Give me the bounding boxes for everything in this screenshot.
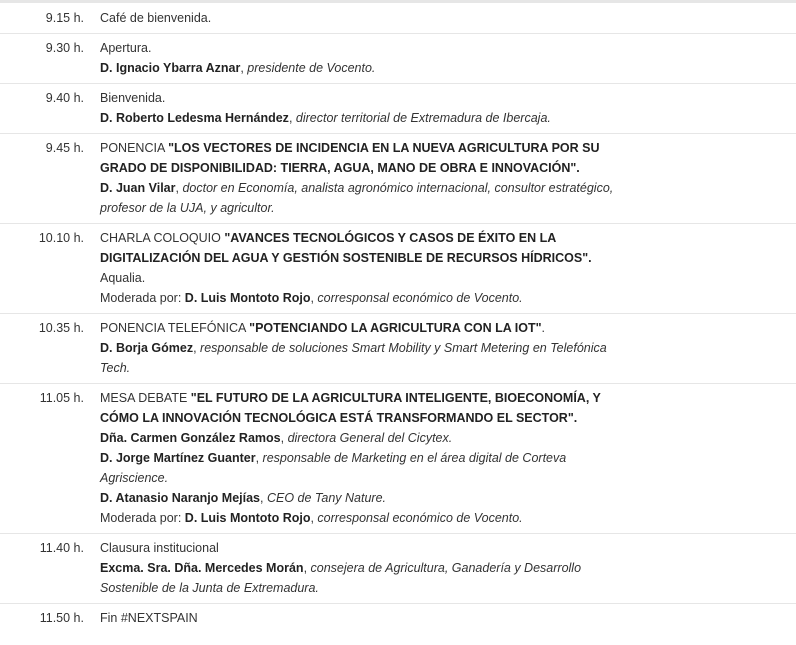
speaker-name: D. Jorge Martínez Guanter [100, 451, 256, 465]
agenda-item [0, 138, 796, 224]
agenda-content [100, 228, 682, 308]
agenda-list [0, 8, 796, 637]
talk-title-line [100, 228, 682, 248]
speaker-role: Sostenible de la Junta de Extremadura. [100, 581, 319, 595]
agenda-title: Café de bienvenida. [100, 11, 212, 25]
moderator-prefix: Moderada por: [100, 511, 182, 525]
agenda-time: 10.35 h. [38, 321, 84, 335]
agenda-content [100, 138, 682, 218]
agenda-time: 9.15 h. [45, 11, 84, 25]
agenda-title: Bienvenida. [100, 91, 166, 105]
speaker-role: CEO de Tany Nature. [266, 491, 386, 505]
moderator: Moderada por: D. Luis Montoto Rojo, corresponsal económico de Vocento. [100, 511, 523, 525]
moderator-role: corresponsal económico de Vocento. [317, 291, 523, 305]
agenda-time: 10.10 h. [38, 231, 84, 245]
talk-title-line [100, 138, 682, 158]
speaker-role-continued [100, 468, 682, 488]
agenda-content [100, 8, 682, 28]
speaker-role: responsable de soluciones Smart Mobility y Smart Metering en Telefónica [200, 341, 607, 355]
session-type: PONENCIA [100, 141, 165, 155]
speaker-role: consejera de Agricultura, Ganadería y Desarrollo [310, 561, 582, 575]
speaker-role: director territorial de Extremadura de Ibercaja. [295, 111, 551, 125]
talk-title: "POTENCIANDO LA AGRICULTURA CON LA IOT" [249, 321, 542, 335]
speaker-name: D. Roberto Ledesma Hernández [100, 111, 289, 125]
agenda-item [0, 608, 796, 633]
agenda-item [0, 88, 796, 134]
speaker-role: Agriscience. [100, 471, 169, 485]
speaker-role: directora General del Cicytex. [287, 431, 453, 445]
agenda-item [0, 388, 796, 534]
agenda-title: Apertura. [100, 41, 152, 55]
agenda-content [100, 38, 682, 78]
speaker-name: Dña. Carmen González Ramos [100, 431, 281, 445]
talk-title: "AVANCES TECNOLÓGICOS Y CASOS DE ÉXITO EN LA [224, 231, 557, 245]
speaker-role: Tech. [100, 361, 131, 375]
speaker: Dña. Carmen González Ramos, directora General del Cicytex. [100, 431, 453, 445]
agenda-item [0, 38, 796, 84]
speaker: D. Borja Gómez, responsable de soluciones Smart Mobility y Smart Metering en Telefónica [100, 341, 607, 355]
session-type: CHARLA COLOQUIO [100, 231, 221, 245]
agenda-content [100, 88, 682, 128]
agenda-item [0, 318, 796, 384]
agenda-content [100, 318, 682, 378]
speaker: D. Atanasio Naranjo Mejías, CEO de Tany Nature. [100, 491, 386, 505]
speaker-role: presidente de Vocento. [247, 61, 376, 75]
talk-title-continued: DIGITALIZACIÓN DEL AGUA Y GESTIÓN SOSTENIBLE DE RECURSOS HÍDRICOS". [100, 251, 592, 265]
talk-title-line: PONENCIA TELEFÓNICA "POTENCIANDO LA AGRICULTURA CON LA IOT". [100, 321, 546, 335]
company-name: Aqualia. [100, 271, 146, 285]
speaker-role: doctor en Economía, analista agronómico internacional, consultor estratégico, [182, 181, 614, 195]
speaker: Excma. Sra. Dña. Mercedes Morán, consejera de Agricultura, Ganadería y Desarrollo [100, 561, 582, 575]
speaker-name: Excma. Sra. Dña. Mercedes Morán [100, 561, 304, 575]
talk-title: "LOS VECTORES DE INCIDENCIA EN LA NUEVA AGRICULTURA POR SU [168, 141, 600, 155]
speaker-name: D. Juan Vilar [100, 181, 176, 195]
agenda-item [0, 8, 796, 34]
session-type: PONENCIA TELEFÓNICA [100, 321, 246, 335]
agenda-title: Clausura institucional [100, 541, 219, 555]
agenda-time: 11.05 h. [39, 391, 84, 405]
talk-title: "EL FUTURO DE LA AGRICULTURA INTELIGENTE, BIOECONOMÍA, Y [190, 391, 601, 405]
speaker-role: responsable de Marketing en el área digital de Corteva [262, 451, 567, 465]
speaker: D. Jorge Martínez Guanter, responsable de Marketing en el área digital de Corteva [100, 451, 567, 465]
talk-title-continued: GRADO DE DISPONIBILIDAD: TIERRA, AGUA, MANO DE OBRA E INNOVACIÓN". [100, 161, 580, 175]
moderator: Moderada por: D. Luis Montoto Rojo, corresponsal económico de Vocento. [100, 291, 523, 305]
moderator-name: D. Luis Montoto Rojo [184, 511, 311, 525]
session-type: MESA DEBATE [100, 391, 188, 405]
speaker-role-continued [100, 358, 682, 378]
agenda-title: Fin #NEXTSPAIN [100, 611, 198, 625]
agenda-time: 11.50 h. [39, 611, 84, 625]
top-divider [0, 0, 796, 3]
speaker-role-continued [100, 578, 682, 598]
speaker: D. Ignacio Ybarra Aznar, presidente de Vocento. [100, 61, 376, 75]
agenda-time: 11.40 h. [39, 541, 84, 555]
moderator-name: D. Luis Montoto Rojo [184, 291, 311, 305]
agenda-time: 9.45 h. [45, 141, 84, 155]
speaker-name: D. Atanasio Naranjo Mejías [100, 491, 260, 505]
agenda-item [0, 538, 796, 604]
agenda-content [100, 388, 682, 528]
speaker-name: D. Borja Gómez [100, 341, 194, 355]
agenda-item [0, 228, 796, 314]
talk-title-continued: CÓMO LA INNOVACIÓN TECNOLÓGICA ESTÁ TRANSFORMANDO EL SECTOR". [100, 411, 578, 425]
speaker-name: D. Ignacio Ybarra Aznar [100, 61, 241, 75]
agenda-time: 9.30 h. [45, 41, 84, 55]
speaker: D. Juan Vilar, doctor en Economía, analista agronómico internacional, consultor estratégico, [100, 181, 614, 195]
moderator-prefix: Moderada por: [100, 291, 182, 305]
talk-title-line [100, 388, 682, 408]
moderator-role: corresponsal económico de Vocento. [317, 511, 523, 525]
speaker-role: profesor de la UJA, y agricultor. [100, 201, 275, 215]
speaker: D. Roberto Ledesma Hernández, director territorial de Extremadura de Ibercaja. [100, 111, 551, 125]
speaker-role-continued [100, 198, 682, 218]
agenda-content [100, 608, 682, 628]
agenda-content [100, 538, 682, 598]
agenda-time: 9.40 h. [45, 91, 84, 105]
